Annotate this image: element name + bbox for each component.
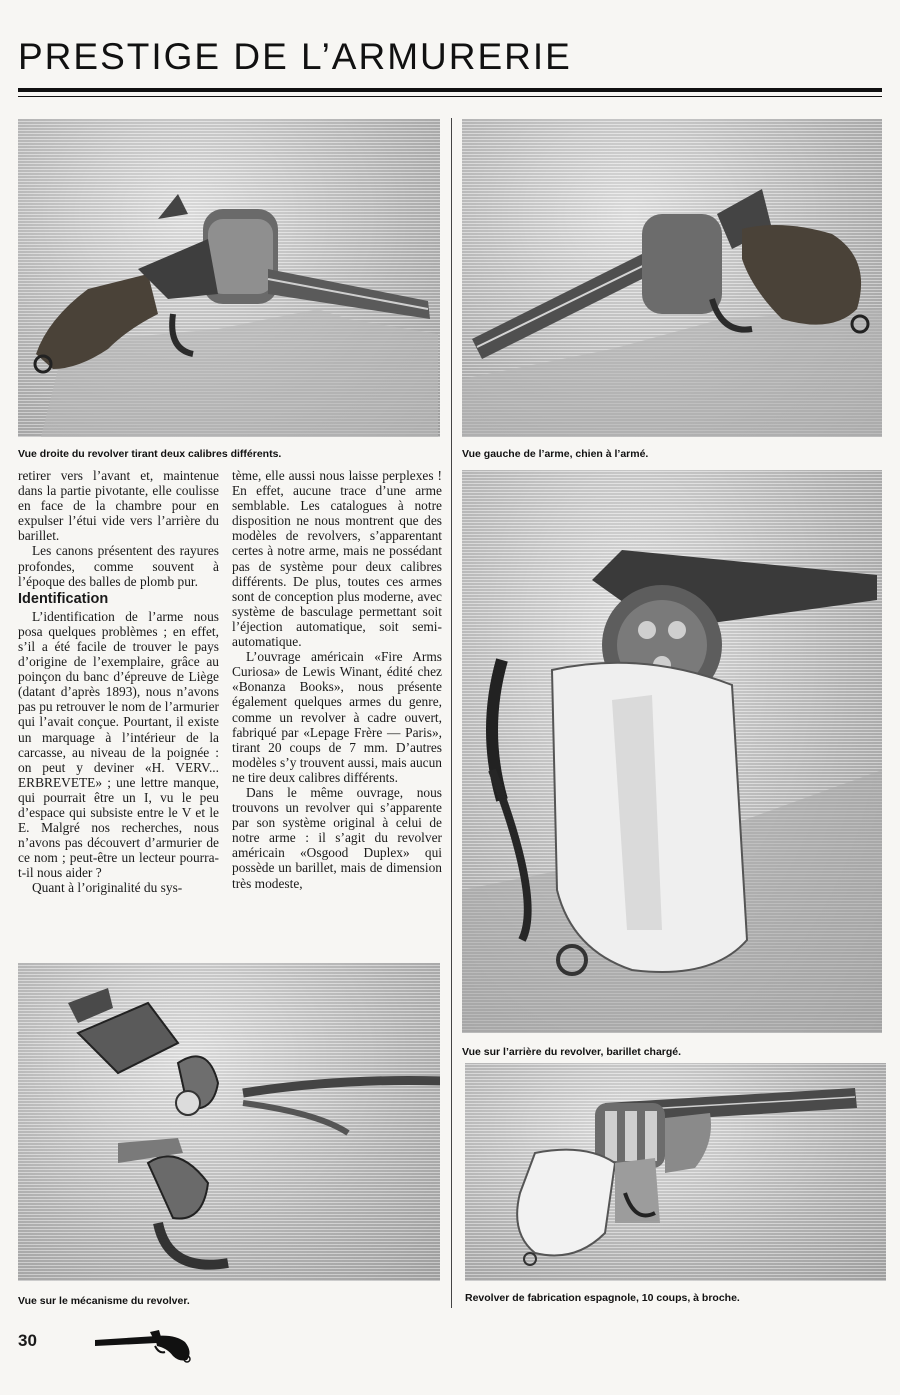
- header-rule-thin: [18, 96, 882, 97]
- photo-revolver-left-view: [462, 119, 882, 437]
- caption-rear-view: Vue sur l’arrière du revolver, barillet chargé.: [462, 1046, 682, 1058]
- photo-revolver-mechanism: [18, 963, 440, 1281]
- flintlock-pistol-icon: [95, 1328, 195, 1364]
- column-2-paragraph-2: L’ouvrage américain «Fire Arms Curiosa» de Lewis Winant, édité chez «Bonanza Books», nous présente également quelques armes du genre, comme un revolver à cadre ouvert, fabriqué par «Lepage Frère — Paris», tirant 20 coups de 7 mm. D’autres modèles s’y trouvent aussi, mais aucun ne tire deux calibres différents.: [232, 649, 442, 785]
- section-heading-identification: Identification: [18, 590, 109, 607]
- revolver-rear-illustration: [462, 470, 882, 1033]
- caption-spanish-revolver: Revolver de fabrication espagnole, 10 coups, à broche.: [465, 1292, 740, 1304]
- column-1-paragraph-2: Les canons présentent des rayures profondes, comme souvent à l’époque des balles de plomb pur.: [18, 543, 219, 589]
- column-1-paragraph-3: L’identification de l’arme nous posa quelques problèmes ; en effet, s’il a été facile de trouver le pays d’origine de l’exemplaire, grâce au poinçon du banc d’épreuve de Liège (datant d’après 1893), nous n’avons pas pu retrouver le nom de l’armurier qui l’avait conçue. Pourtant, il existe un marquage à l’intérieur de la carcasse, au niveau de la poignée : on peut y deviner «H. VERV... ERBREVETE» ; une lettre manque, qui pourrait être un I, vu le peu d’espace qui subsiste entre le V et le E. Malgré nos recherches, nous n’avons pas découvert d’armurier de ce nom ; peut-être un lecteur pourra-t-il nous aider ?: [18, 608, 219, 881]
- column-2-paragraph-1: tème, elle aussi nous laisse perplexes ! En effet, aucune trace d’une arme semblable. Les catalogues à notre disposition ne nous montrent que des modèles de revolvers, s’apparentant certes à notre arme, mais ne possédant pas de système pour deux calibres différents. De plus, toutes ces armes sont de conception plus moderne, avec système de basculage permettant soit l’éjection automatique, soit semi-automatique.: [232, 468, 442, 650]
- column-1-paragraph-4: Quant à l’originalité du sys-: [32, 880, 183, 896]
- revolver-left-illustration: [462, 119, 882, 437]
- column-1-paragraph-1: retirer vers l’avant et, maintenue dans la partie pivotante, elle coulisse en face de la chambre pour en expulser l’étui vide vers l’arrière du barillet.: [18, 468, 219, 544]
- article-column-2: [232, 468, 442, 891]
- article-column-1: [18, 468, 219, 896]
- photo-revolver-right-view: [18, 119, 440, 437]
- column-2-paragraph-3: Dans le même ouvrage, nous trouvons un revolver qui s’apparente par son système original à celui de notre arme : il s’agit du revolver américain «Osgood Duplex» qui possède un barillet, mais de dimension très modeste,: [232, 784, 442, 891]
- spanish-revolver-illustration: [465, 1063, 886, 1281]
- header-rule-thick: [18, 88, 882, 92]
- page-title: PRESTIGE DE L’ARMURERIE: [18, 36, 572, 77]
- column-divider: [451, 118, 452, 1308]
- caption-right-view: Vue droite du revolver tirant deux calibres différents.: [18, 448, 282, 460]
- photo-spanish-revolver: [465, 1063, 886, 1281]
- photo-revolver-rear-view: [462, 470, 882, 1033]
- page-number: 30: [18, 1331, 37, 1350]
- caption-mechanism: Vue sur le mécanisme du revolver.: [18, 1295, 190, 1307]
- mechanism-illustration: [18, 963, 440, 1281]
- caption-left-view: Vue gauche de l’arme, chien à l’armé.: [462, 448, 649, 460]
- revolver-right-illustration: [18, 119, 440, 437]
